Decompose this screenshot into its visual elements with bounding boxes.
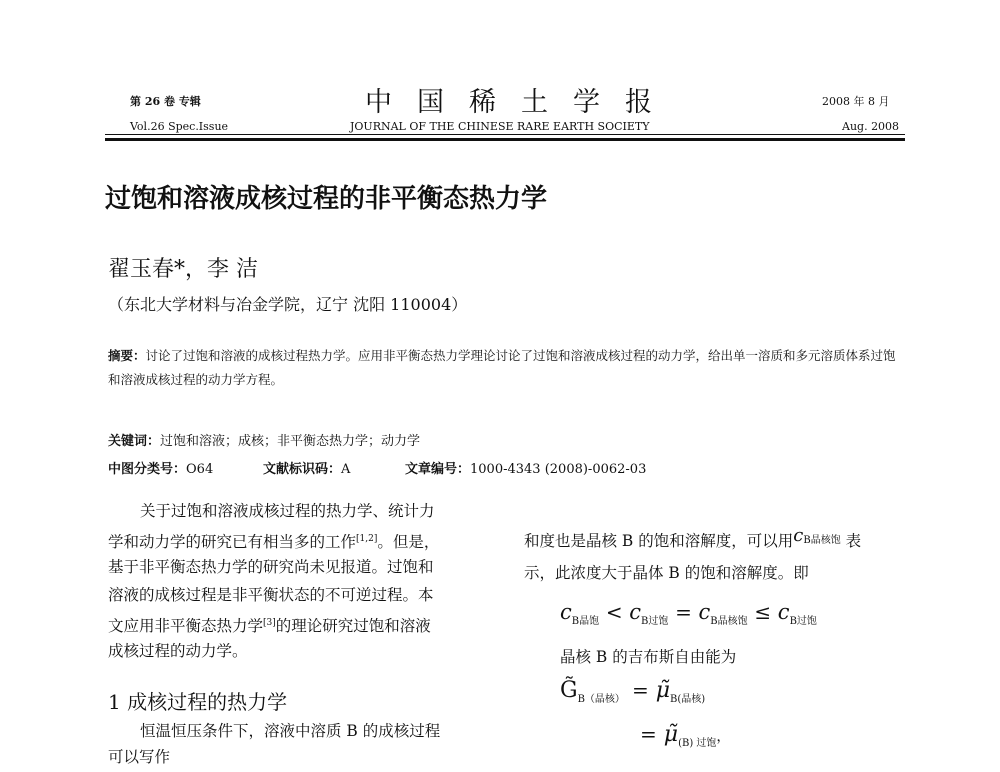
article-number: [405, 458, 646, 477]
volume-en: Vol.26 Spec.Issue: [130, 120, 229, 133]
eq1-sub3: B晶核饱: [710, 616, 748, 627]
eq3-tail: ，: [716, 729, 731, 745]
left-para1-line2-tail: 。但是，: [377, 533, 440, 552]
equation-gibbs-nucleus: [560, 678, 705, 705]
left-para2-line2: 可以写作: [108, 748, 171, 766]
right-line3: 晶核 B 的吉布斯自由能为: [560, 648, 737, 666]
right-line1-head: 和度也是晶核 B 的饱和溶解度，可以用: [524, 532, 794, 550]
header-rule-thin: [105, 134, 905, 135]
eq1-c2: c: [629, 600, 642, 624]
eq3-rhs: μ̃: [663, 722, 679, 747]
keywords: [108, 430, 420, 449]
doc-code-value: A: [341, 462, 351, 477]
equation-concentration-inequality: [560, 600, 817, 627]
eq2-rhs-sub: B(晶核): [670, 694, 706, 705]
section-1-heading: 1 成核过程的热力学: [108, 690, 288, 714]
saturation-symbol: [793, 525, 841, 550]
citation-3: [3]: [263, 618, 276, 628]
equation-gibbs-supersat: [640, 722, 730, 749]
left-para1-line5: [108, 610, 431, 641]
keywords-text: 过饱和溶液；成核；非平衡态热力学；动力学: [160, 434, 421, 449]
saturation-symbol-c: c: [793, 525, 804, 546]
right-line1: [524, 522, 861, 556]
article-title: 过饱和溶液成核过程的非平衡态热力学: [105, 184, 548, 214]
eq1-sub1: B晶饱: [571, 616, 600, 627]
eq2-lhs-sub: B（晶核）: [577, 694, 625, 705]
clc-value: O64: [186, 462, 214, 477]
keywords-label: 关键词：: [108, 434, 161, 449]
header-rule-thick: [105, 138, 905, 141]
clc-label: 中图分类号：: [108, 462, 187, 477]
date-cn: 2008 年 8 月: [822, 95, 890, 108]
abstract: [108, 344, 908, 392]
left-para2-line1: 恒温恒压条件下，溶液中溶质 B 的成核过程: [140, 722, 441, 740]
doc-code: [263, 458, 350, 477]
article-number-label: 文章编号：: [405, 462, 471, 477]
eq1-lt: <: [605, 600, 623, 624]
eq3-equals: =: [640, 722, 657, 746]
journal-title-cn: 中国稀土学报: [365, 87, 677, 118]
left-para1-line6: 成核过程的动力学。: [108, 642, 248, 660]
left-para1-line4: 溶液的成核过程是非平衡状态的不可逆过程。本: [108, 586, 434, 604]
citation-1-2: [1,2]: [356, 534, 378, 544]
classification-line: [108, 458, 213, 477]
authors: 翟玉春*，李 洁: [108, 257, 258, 282]
right-line1-tail: 表: [845, 532, 862, 550]
eq1-sub2: B过饱: [641, 616, 669, 627]
eq2-lhs: G̃: [560, 678, 578, 703]
journal-title-en: JOURNAL OF THE CHINESE RARE EARTH SOCIETY: [350, 120, 650, 133]
left-para1-line5-text: 文应用非平衡态热力学: [108, 617, 264, 636]
eq1-sub4: B过饱: [789, 616, 817, 627]
left-para1-line3: 基于非平衡态热力学的研究尚未见报道。过饱和: [108, 558, 434, 576]
saturation-symbol-sub: B晶核饱: [803, 535, 841, 546]
article-number-value: 1000-4343 (2008)-0062-03: [470, 462, 647, 477]
eq1-c1: c: [560, 600, 572, 624]
date-en: Aug. 2008: [842, 120, 900, 133]
left-para1-line5-tail: 的理论研究过饱和溶液: [275, 617, 431, 636]
doc-code-label: 文献标识码：: [263, 462, 342, 477]
eq1-eq: =: [675, 600, 692, 624]
eq1-c3: c: [698, 600, 711, 624]
eq2-rhs: μ̃: [655, 678, 671, 703]
eq2-equals: =: [631, 678, 649, 702]
left-para1-line1: 关于过饱和溶液成核过程的热力学、统计力: [140, 502, 435, 520]
abstract-label: 摘要：: [108, 348, 146, 363]
left-para1-line2-text: 学和动力学的研究已有相当多的工作: [108, 533, 357, 552]
eq1-le: ≤: [754, 600, 772, 624]
volume-cn: 第 26 卷 专辑: [130, 95, 201, 108]
abstract-text: 讨论了过饱和溶液的成核过程热力学。应用非平衡态热力学理论讨论了过饱和溶液成核过程的动力学，给出单一溶质和多元溶质体系过饱和溶液成核过程的动力学方程。: [108, 348, 896, 387]
eq1-c4: c: [777, 600, 790, 624]
right-line2: 示，此浓度大于晶体 B 的饱和溶解度。即: [524, 564, 809, 582]
left-para1-line2: [108, 526, 439, 557]
eq3-rhs-sub: (B) 过饱: [678, 738, 717, 749]
affiliation: （东北大学材料与冶金学院，辽宁 沈阳 110004）: [108, 295, 468, 314]
